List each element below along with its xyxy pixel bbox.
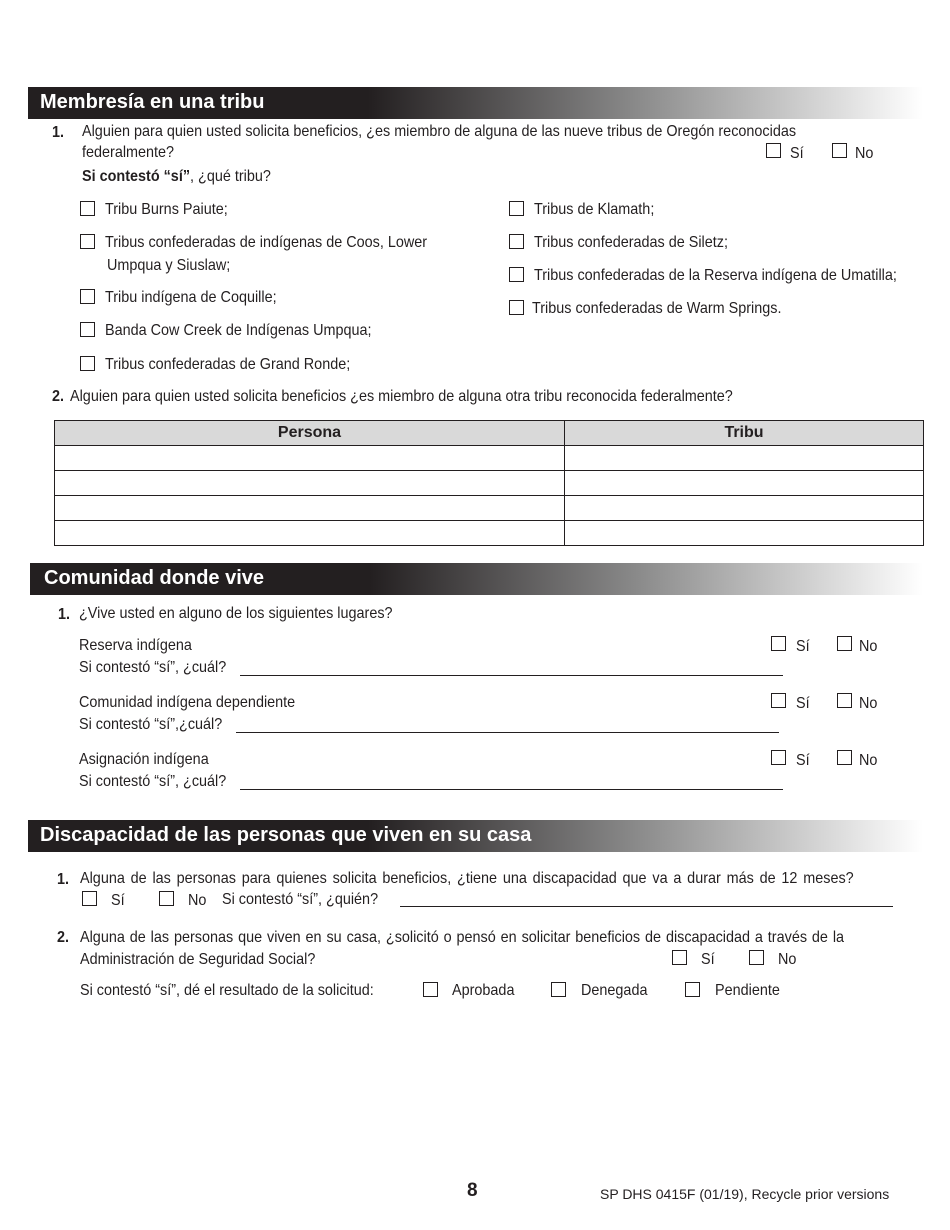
no-checkbox[interactable] bbox=[837, 693, 852, 708]
persona-cell[interactable] bbox=[55, 496, 565, 521]
tribe-label: Tribus confederadas de indígenas de Coos, Lower bbox=[105, 234, 428, 251]
tribe-checkbox[interactable] bbox=[509, 234, 524, 249]
tribe-label: Tribus de Klamath; bbox=[534, 201, 655, 218]
no-label: No bbox=[859, 638, 878, 655]
tribe-checkbox[interactable] bbox=[509, 201, 524, 216]
yes-label: Sí bbox=[701, 951, 715, 968]
yes-label: Sí bbox=[796, 638, 810, 655]
tribe-checkbox[interactable] bbox=[80, 234, 95, 249]
no-checkbox[interactable] bbox=[837, 750, 852, 765]
question-text-cont: Administración de Seguridad Social? bbox=[80, 951, 316, 968]
followup-prompt bbox=[82, 166, 271, 187]
tribe-label: Tribu Burns Paiute; bbox=[105, 201, 228, 218]
question-text: Alguien para quien usted solicita beneficios, ¿es miembro de alguna de las nueve tribus de Oregón reconocidas bbox=[82, 123, 797, 140]
table-row bbox=[55, 496, 924, 521]
pending-checkbox[interactable] bbox=[685, 982, 700, 997]
yes-checkbox[interactable] bbox=[771, 693, 786, 708]
question-number: 2. bbox=[57, 929, 70, 946]
tribe-label-cont: Umpqua y Siuslaw; bbox=[107, 257, 231, 274]
tribe-checkbox[interactable] bbox=[509, 267, 524, 282]
table-row bbox=[55, 446, 924, 471]
place-followup: Si contestó “sí”,¿cuál? bbox=[79, 716, 223, 733]
question-text: Alguien para quien usted solicita beneficios ¿es miembro de alguna otra tribu reconocida federalmente? bbox=[70, 388, 733, 405]
pending-label: Pendiente bbox=[715, 982, 780, 999]
tribe-label: Tribus confederadas de la Reserva indígena de Umatilla; bbox=[534, 267, 897, 284]
denied-label: Denegada bbox=[581, 982, 648, 999]
place-followup: Si contestó “sí”, ¿cuál? bbox=[79, 659, 227, 676]
section-title: Discapacidad de las personas que viven en su casa bbox=[40, 824, 532, 846]
no-label: No bbox=[859, 695, 878, 712]
yes-checkbox[interactable] bbox=[672, 950, 687, 965]
yes-label: Sí bbox=[796, 695, 810, 712]
no-label: No bbox=[859, 752, 878, 769]
tribe-label: Tribus confederadas de Warm Springs. bbox=[532, 300, 782, 317]
tribu-cell[interactable] bbox=[565, 496, 924, 521]
yes-checkbox[interactable] bbox=[82, 891, 97, 906]
tribe-label: Banda Cow Creek de Indígenas Umpqua; bbox=[105, 322, 372, 339]
page-number: 8 bbox=[467, 1180, 478, 1201]
section-header-tribe bbox=[28, 87, 923, 119]
followup-prompt: Si contestó “sí”, ¿quién? bbox=[222, 891, 379, 908]
persona-cell[interactable] bbox=[55, 471, 565, 496]
tribe-checkbox[interactable] bbox=[80, 356, 95, 371]
answer-line[interactable] bbox=[240, 675, 783, 676]
no-label: No bbox=[778, 951, 797, 968]
tribu-cell[interactable] bbox=[565, 446, 924, 471]
tribe-table bbox=[54, 420, 924, 546]
answer-line[interactable] bbox=[400, 906, 893, 907]
tribe-checkbox[interactable] bbox=[80, 201, 95, 216]
persona-cell[interactable] bbox=[55, 446, 565, 471]
question-number: 1. bbox=[58, 606, 71, 623]
question-text: ¿Vive usted en alguno de los siguientes lugares? bbox=[79, 605, 393, 622]
approved-checkbox[interactable] bbox=[423, 982, 438, 997]
followup-rest: , ¿qué tribu? bbox=[190, 168, 271, 185]
tribe-label: Tribus confederadas de Grand Ronde; bbox=[105, 356, 351, 373]
no-checkbox[interactable] bbox=[832, 143, 847, 158]
question-number: 2. bbox=[52, 388, 65, 405]
place-label: Comunidad indígena dependiente bbox=[79, 694, 296, 711]
yes-label: Sí bbox=[111, 892, 125, 909]
tribu-cell[interactable] bbox=[565, 521, 924, 546]
section-header-community bbox=[30, 563, 923, 595]
persona-cell[interactable] bbox=[55, 521, 565, 546]
tribu-cell[interactable] bbox=[565, 471, 924, 496]
question-text: Alguna de las personas que viven en su casa, ¿solicitó o pensó en solicitar beneficios de discapacidad a través de la bbox=[80, 929, 845, 946]
tribe-label: Tribu indígena de Coquille; bbox=[105, 289, 277, 306]
section-title: Comunidad donde vive bbox=[44, 567, 265, 589]
table-header-persona: Persona bbox=[55, 421, 565, 446]
followup-bold: Si contestó “sí” bbox=[82, 168, 191, 185]
section-title: Membresía en una tribu bbox=[40, 91, 265, 113]
question-text-cont: federalmente? bbox=[82, 144, 175, 161]
answer-line[interactable] bbox=[240, 789, 783, 790]
denied-checkbox[interactable] bbox=[551, 982, 566, 997]
no-checkbox[interactable] bbox=[837, 636, 852, 651]
no-checkbox[interactable] bbox=[749, 950, 764, 965]
tribe-checkbox[interactable] bbox=[509, 300, 524, 315]
yes-label: Sí bbox=[796, 752, 810, 769]
no-checkbox[interactable] bbox=[159, 891, 174, 906]
question-text: Alguna de las personas para quienes solicita beneficios, ¿tiene una discapacidad que va a durar más de 12 meses? bbox=[80, 870, 854, 887]
yes-label: Sí bbox=[790, 145, 804, 162]
yes-checkbox[interactable] bbox=[766, 143, 781, 158]
form-id: SP DHS 0415F (01/19), Recycle prior versions bbox=[600, 1186, 890, 1202]
question-number: 1. bbox=[52, 124, 65, 141]
table-row bbox=[55, 521, 924, 546]
place-followup: Si contestó “sí”, ¿cuál? bbox=[79, 773, 227, 790]
place-label: Asignación indígena bbox=[79, 751, 209, 768]
table-header-tribu: Tribu bbox=[565, 421, 924, 446]
no-label: No bbox=[188, 892, 207, 909]
no-label: No bbox=[855, 145, 874, 162]
tribe-checkbox[interactable] bbox=[80, 322, 95, 337]
question-number: 1. bbox=[57, 871, 70, 888]
result-label: Si contestó “sí”, dé el resultado de la solicitud: bbox=[80, 982, 374, 999]
tribe-label: Tribus confederadas de Siletz; bbox=[534, 234, 728, 251]
yes-checkbox[interactable] bbox=[771, 750, 786, 765]
place-label: Reserva indígena bbox=[79, 637, 192, 654]
answer-line[interactable] bbox=[236, 732, 779, 733]
section-header-disability bbox=[28, 820, 923, 852]
approved-label: Aprobada bbox=[452, 982, 515, 999]
table-row bbox=[55, 471, 924, 496]
yes-checkbox[interactable] bbox=[771, 636, 786, 651]
tribe-checkbox[interactable] bbox=[80, 289, 95, 304]
